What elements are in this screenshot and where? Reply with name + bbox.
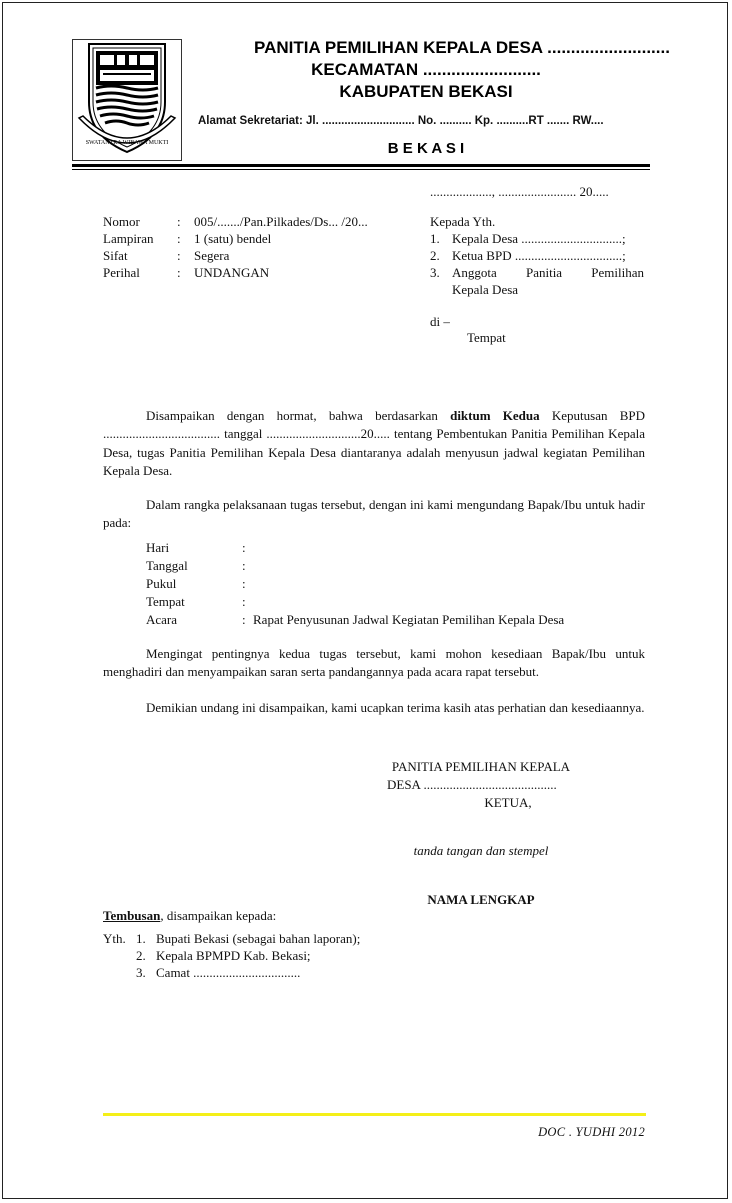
sifat-value: Segera: [194, 248, 230, 263]
schedule-colon: :: [242, 594, 246, 609]
meta-colon: :: [177, 214, 181, 229]
signature-line-1: PANITIA PEMILIHAN KEPALA: [391, 759, 571, 774]
paragraph-1: [103, 407, 645, 480]
perihal-value: UNDANGAN: [194, 265, 270, 280]
perihal-label: Perihal: [103, 265, 140, 280]
p1-bold: diktum Kedua: [450, 408, 540, 423]
logo-motto: SWATANTRA WIBAWA MUKTI: [85, 140, 169, 146]
sign-stamp-note: tanda tangan dan stempel: [413, 843, 549, 858]
schedule-hari: [146, 539, 646, 557]
yth-label: Yth.: [103, 931, 126, 946]
logo-box: [72, 39, 182, 161]
item-number: 2.: [136, 948, 146, 963]
meta-row-sifat: [103, 247, 403, 264]
header-address: Alamat Sekretariat: Jl. ............................. No. .......... Kp. ..........RT ....... RW....: [198, 115, 604, 127]
recipient-3-cont: Kepala Desa: [452, 282, 519, 297]
signature-line-3: KETUA,: [484, 795, 532, 810]
p1-pre: Disampaikan dengan hormat, bahwa berdasarkan: [146, 408, 451, 423]
tanggal-label: Tanggal: [146, 558, 188, 573]
paragraph-2: Dalam rangka pelaksanaan tugas tersebut, dengan ini kami mengundang Bapak/Ibu untuk hadir pada:: [103, 497, 645, 531]
schedule-colon: :: [242, 558, 246, 573]
kepada-yth: Kepada Yth.: [430, 214, 496, 229]
meta-colon: :: [177, 231, 181, 246]
schedule-tanggal: [146, 557, 646, 575]
item-number: 1.: [430, 231, 440, 246]
tembusan-rest: , disampaikan kepada:: [160, 908, 277, 923]
meta-row-lampiran: [103, 230, 403, 247]
lampiran-value: 1 (satu) bendel: [194, 231, 272, 246]
tembusan-item-3: [103, 964, 503, 981]
acara-value: Rapat Penyusunan Jadwal Kegiatan Pemilihan Kepala Desa: [253, 612, 565, 627]
pukul-label: Pukul: [146, 576, 177, 591]
tembusan-label: Tembusan: [103, 908, 161, 923]
tempat-schedule-label: Tempat: [146, 594, 185, 609]
header-city: B E K A S I: [387, 140, 465, 157]
tembusan-list: [103, 930, 503, 981]
bekasi-crest-logo: [73, 40, 181, 160]
word: Panitia: [525, 265, 563, 280]
di-label: di –: [430, 314, 450, 329]
recipient-block: [430, 213, 644, 298]
header-line-3: KABUPATEN BEKASI: [339, 82, 513, 101]
recipient-item-1: [430, 230, 644, 247]
schedule-block: [146, 539, 646, 629]
schedule-colon: :: [242, 540, 246, 555]
tembusan-item-2-text: Kepala BPMPD Kab. Bekasi;: [156, 948, 311, 963]
tembusan-item-3-text: Camat .................................: [156, 965, 301, 980]
meta-row-nomor: [103, 213, 403, 230]
recipient-2-text: Ketua BPD .................................;: [452, 248, 626, 263]
recipient-1-text: Kepala Desa ...............................;: [452, 231, 626, 246]
footer-doc-label: DOC . YUDHI 2012: [538, 1125, 645, 1139]
meta-row-perihal: [103, 264, 403, 281]
item-number: 3.: [430, 265, 440, 280]
tembusan-heading: [103, 907, 276, 924]
tembusan-item-1-text: Bupati Bekasi (sebagai bahan laporan);: [156, 931, 361, 946]
nomor-value: 005/......./Pan.Pilkades/Ds... /20...: [194, 214, 368, 229]
schedule-colon: :: [242, 612, 246, 627]
header-line-1: PANITIA PEMILIHAN KEPALA DESA ..........................: [254, 38, 670, 57]
recipient-item-2: [430, 247, 644, 264]
acara-label: Acara: [146, 612, 178, 627]
tempat-label: Tempat: [467, 330, 506, 345]
recipient-item-3: [430, 264, 644, 281]
paragraph-4: Demikian undang ini disampaikan, kami ucapkan terima kasih atas perhatian dan kesediaannya.: [146, 700, 645, 715]
sifat-label: Sifat: [103, 248, 128, 263]
header-rule-thick: [72, 164, 650, 167]
schedule-colon: :: [242, 576, 246, 591]
meta-colon: :: [177, 265, 181, 280]
footer-yellow-rule: [103, 1113, 646, 1116]
date-line: ..................., ........................ 20.....: [430, 184, 609, 199]
item-number: 3.: [136, 965, 146, 980]
letter-meta: [103, 213, 403, 281]
p1-post: Keputusan BPD .................................... tanggal .............................20..... tentang Pembentukan Panitia Pemilihan Kepala Desa, tugas Panitia Pemilihan Kepala Desa diantaranya adalah menyusun jadwal kegiatan Pemilihan Kepala Desa.: [103, 408, 645, 478]
schedule-pukul: [146, 575, 646, 593]
item-number: 1.: [136, 931, 146, 946]
meta-colon: :: [177, 248, 181, 263]
word: Pemilihan: [591, 265, 644, 280]
lampiran-label: Lampiran: [103, 231, 154, 246]
nomor-label: Nomor: [103, 214, 140, 229]
tembusan-item-1: [103, 930, 503, 947]
recipient-3-text: [452, 264, 644, 281]
paragraph-3: Mengingat pentingnya kedua tugas tersebut, kami mohon kesediaan Bapak/Ibu untuk menghadiri dan menyampaikan saran serta pandangannya pada acara rapat tersebut.: [103, 646, 645, 680]
header-rule-thin: [72, 169, 650, 170]
word: Anggota: [452, 265, 497, 280]
item-number: 2.: [430, 248, 440, 263]
schedule-tempat: [146, 593, 646, 611]
schedule-acara: [146, 611, 646, 629]
header-line-2: KECAMATAN .........................: [311, 60, 541, 79]
signature-line-2: DESA .........................................: [387, 777, 557, 792]
hari-label: Hari: [146, 540, 170, 555]
signatory-name: NAMA LENGKAP: [427, 892, 535, 907]
tembusan-item-2: [103, 947, 503, 964]
